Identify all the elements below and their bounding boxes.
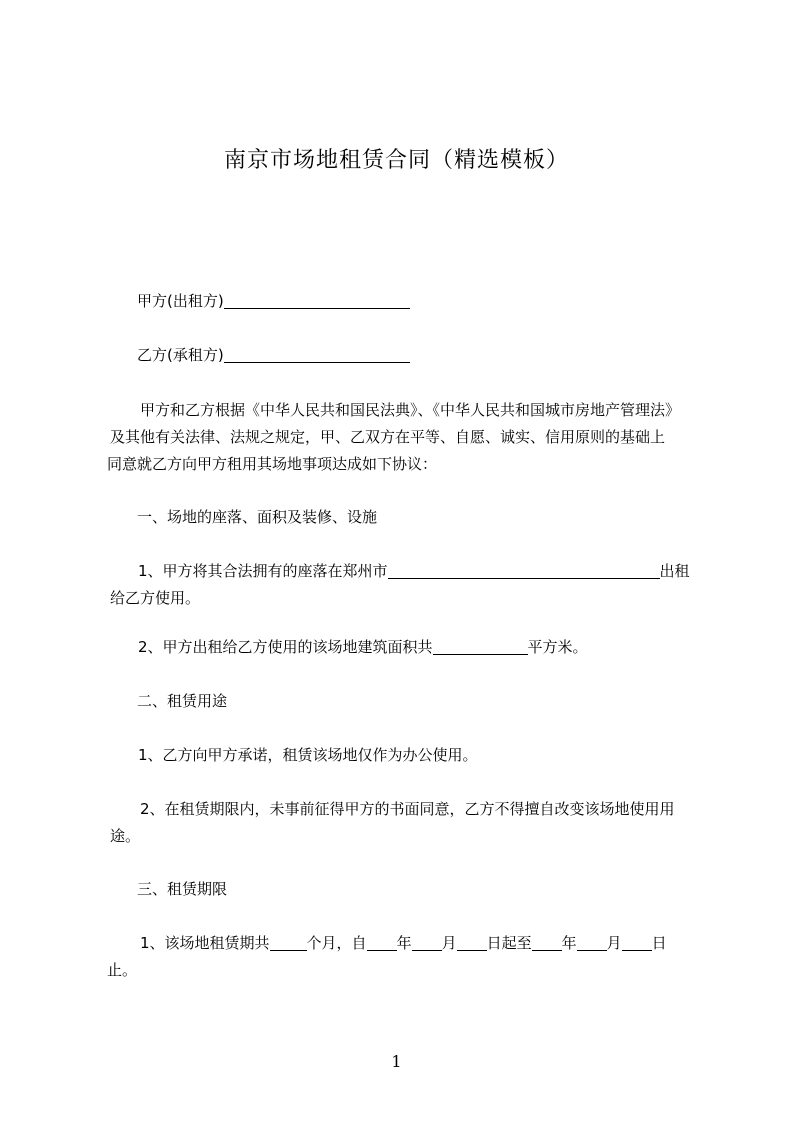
section-1-item-2 [138, 633, 748, 661]
section-3-item-1-cont: 止。 [107, 961, 138, 979]
party-a-blank[interactable] [224, 292, 410, 309]
end-day-label: 日 [651, 934, 667, 952]
start-day-label: 日起至 [486, 934, 532, 952]
area-blank[interactable] [433, 638, 528, 655]
section-1-item-1-text: 1、甲方将其合法拥有的座落在郑州市 [138, 562, 388, 580]
section-1-heading: 一、场地的座落、面积及装修、设施 [137, 508, 378, 526]
party-a-line [137, 287, 747, 315]
section-3-heading: 三、租赁期限 [137, 880, 228, 898]
end-month-label: 月 [606, 934, 622, 952]
intro-line-3: 同意就乙方向甲方租用其场地事项达成如下协议： [107, 455, 438, 473]
section-2-item-2: 2、在租赁期限内，未事前征得甲方的书面同意，乙方不得擅自改变该场地使用用 [140, 800, 675, 818]
months-blank[interactable] [270, 934, 307, 951]
start-month-blank[interactable] [412, 934, 442, 951]
intro-line-1: 甲方和乙方根据《中华人民共和国民法典》、《中华人民共和国城市房地产管理法》 [140, 401, 681, 419]
year-label: 年 [396, 934, 412, 952]
location-blank[interactable] [388, 562, 660, 579]
term-text: 1、该场地租赁期共 [140, 934, 270, 952]
end-year-blank[interactable] [532, 934, 562, 951]
section-2-item-2-cont: 途。 [110, 827, 141, 845]
section-1-item-2-text: 2、甲方出租给乙方使用的该场地建筑面积共 [138, 638, 433, 656]
term-text-2: 个月，自 [306, 934, 367, 952]
section-1-item-2-suffix: 平方米。 [527, 638, 588, 656]
party-b-blank[interactable] [224, 346, 410, 363]
end-year-label: 年 [561, 934, 577, 952]
section-2-item-1: 1、乙方向甲方承诺，租赁该场地仅作为办公使用。 [138, 746, 478, 764]
party-b-line [137, 341, 747, 369]
intro-line-2: 及其他有关法律、法规之规定，甲、乙双方在平等、自愿、诚实、信用原则的基础上 [110, 428, 666, 446]
section-2-heading: 二、租赁用途 [137, 692, 228, 710]
page-number: 1 [391, 1052, 402, 1071]
document-title: 南京市场地租赁合同（精选模板） [223, 148, 569, 173]
section-1-item-1 [138, 557, 748, 585]
month-label: 月 [441, 934, 457, 952]
start-year-blank[interactable] [367, 934, 397, 951]
end-day-blank[interactable] [622, 934, 652, 951]
end-month-blank[interactable] [577, 934, 607, 951]
party-b-label: 乙方(承租方) [137, 346, 224, 364]
start-day-blank[interactable] [457, 934, 487, 951]
section-3-item-1 [140, 929, 750, 957]
section-1-item-1-suffix: 出租 [659, 562, 690, 580]
party-a-label: 甲方(出租方) [137, 292, 224, 310]
section-1-item-1-cont: 给乙方使用。 [110, 589, 201, 607]
